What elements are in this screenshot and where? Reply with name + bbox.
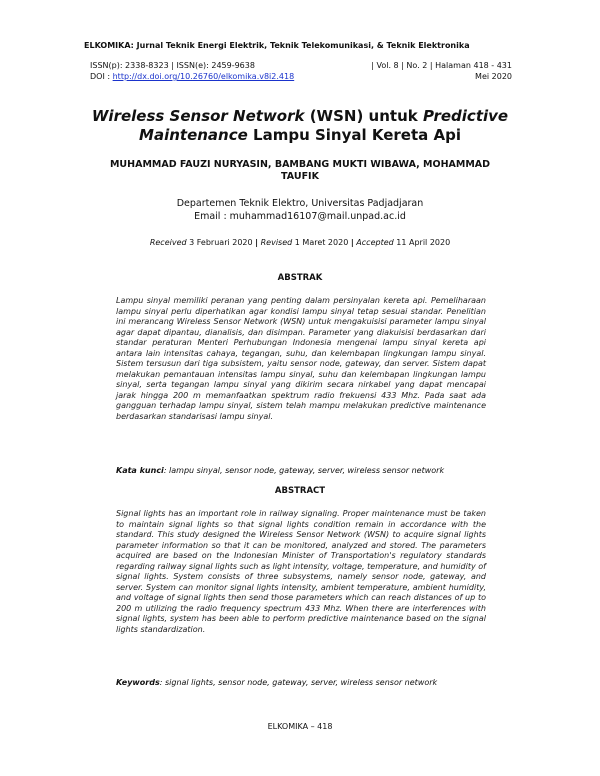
revised-date: 1 Maret 2020 (292, 238, 351, 247)
volume-info: | Vol. 8 | No. 2 | Halaman 418 - 431 (371, 61, 512, 70)
authors: MUHAMMAD FAUZI NURYASIN, BAMBANG MUKTI WIBAWA, MOHAMMAD TAUFIK (109, 159, 491, 182)
kata-kunci (116, 466, 496, 475)
title-part-1: Wireless Sensor Network (91, 107, 305, 125)
issue-date: Mei 2020 (475, 72, 512, 81)
title-part-4: Lampu Sinyal Kereta Api (247, 126, 461, 144)
keywords (116, 678, 496, 687)
keywords-label: Keywords (116, 678, 160, 687)
abstrak-heading: ABSTRAK (277, 273, 323, 283)
accepted-label: Accepted (353, 238, 394, 247)
journal-name: ELKOMIKA: Jurnal Teknik Energi Elektrik, Teknik Telekomunikasi, & Teknik Elektronika (84, 41, 470, 50)
page-footer: ELKOMIKA – 418 (267, 722, 333, 731)
abstract-text: Signal lights has an important role in railway signaling. Proper maintenance must be taken to maintain signal lights so that signal lights condition remain in accordance with the standard. This study designed the Wireless Sensor Network (WSN) to acquire signal lights parameter information so that it can be monitored, analyzed and stored. The parameters acquired are based on the Indonesian Minister of Transportation's regulatory standards regarding railway signal lights such as light intensity, voltage, temperature, and humidity of signal lights. System consists of three subsystems, namely sensor node, gateway, and server. System can monitor signal lights intensity, ambient temperature, ambient humidity, and voltage of signal lights then send those parameters which can reach distances of up to 200 m utilizing the radio frequency spectrum 433 Mhz. When there are interferences with signal lights, system has been able to perform predictive maintenance based on the signal lights standardization. (116, 509, 486, 634)
keywords-value: : signal lights, sensor node, gateway, server, wireless sensor network (159, 678, 438, 687)
abstrak-text: Lampu sinyal memiliki peranan yang penting dalam persinyalan kereta api. Pemeliharaan lampu sinyal perlu diperhatikan agar kondisi lampu sinyal tetap sesuai standar. Penelitian ini merancang Wireless Sensor Network (WSN) untuk mengakuisisi parameter lampu sinyal agar dapat dipantau, dianalisis, dan disimpan. Parameter yang diakuisisi berdasarkan dari standar peraturan Menteri Perhubungan Indonesia mengenai lampu sinyal kereta api antara lain intensitas cahaya, tegangan, suhu, dan kelembapan lingkungan lampu sinyal. Sistem tersusun dari tiga subsistem, yaitu sensor node, gateway, dan server. Sistem dapat melakukan pemantauan intensitas lampu sinyal, suhu dan kelembapan lingkungan lampu sinyal, serta tegangan lampu sinyal yang dikirim secara nirkabel yang dapat mencapai jarak hingga 200 m memanfaatkan spektrum radio frekuensi 433 Mhz. Pada saat ada gangguan terhadap lampu sinyal, sistem telah mampu melakukan predictive maintenance berdasarkan standarisasi lampu sinyal. (116, 296, 486, 421)
doi-label: DOI : (90, 72, 113, 81)
issn-info: ISSN(p): 2338-8323 | ISSN(e): 2459-9638 (90, 61, 255, 70)
abstract-heading: ABSTRACT (274, 486, 326, 496)
kata-kunci-value: : lampu sinyal, sensor node, gateway, server, wireless sensor network (163, 466, 445, 475)
received-label: Received (149, 238, 187, 247)
title-part-2: (WSN) untuk (304, 107, 423, 125)
date-separator: | (350, 238, 354, 247)
affiliation (90, 197, 510, 223)
date-separator: | (255, 238, 259, 247)
kata-kunci-label: Kata kunci (116, 466, 164, 475)
submission-dates (90, 238, 510, 247)
paper-title (90, 107, 510, 145)
department: Departemen Teknik Elektro, Universitas Padjadjaran (176, 198, 424, 209)
title-part-3: Predictive Maintenance (139, 107, 509, 144)
accepted-date: 11 April 2020 (393, 238, 451, 247)
email: Email : muhammad16107@mail.unpad.ac.id (194, 211, 406, 222)
revised-label: Revised (258, 238, 293, 247)
doi-link[interactable]: http://dx.doi.org/10.26760/elkomika.v8i2.418 (112, 72, 295, 81)
doi-line (90, 72, 294, 81)
received-date: 3 Februari 2020 (186, 238, 256, 247)
